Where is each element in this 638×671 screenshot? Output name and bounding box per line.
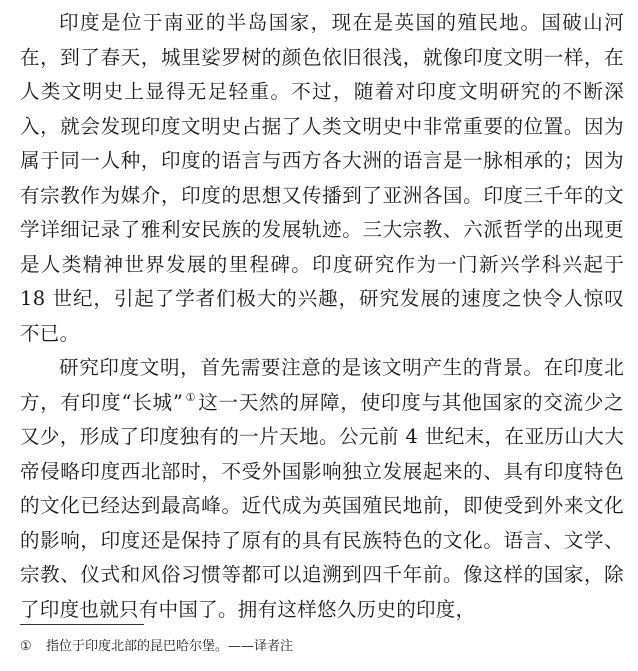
footnote-mark: ① bbox=[20, 639, 32, 654]
footnote-text: 指位于印度北部的昆巴哈尔堡。——译者注 bbox=[46, 639, 294, 654]
footnote bbox=[20, 638, 624, 656]
paragraph-2 bbox=[20, 351, 624, 627]
footnote-divider bbox=[20, 624, 144, 625]
footnote-reference[interactable]: ① bbox=[185, 391, 197, 404]
paragraph-1: 印度是位于南亚的半岛国家，现在是英国的殖民地。国破山河在，到了春天，城里娑罗树的颜色依旧很浅，就像印度文明一样，在人类文明史上显得无足轻重。不过，随着对印度文明研究的不断深入，就会发现印度文明史占据了人类文明史中非常重要的位置。因为属于同一人种，印度的语言与西方各大洲的语言是一脉相承的；因为有宗教作为媒介，印度的思想又传播到了亚洲各国。印度三千年的文学详细记录了雅利安民族的发展轨迹。三大宗教、六派哲学的出现更是人类精神世界发展的里程碑。印度研究作为一门新兴学科兴起于 18 世纪，引起了学者们极大的兴趣，研究发展的速度之快令人惊叹不已。 bbox=[20, 11, 624, 345]
paragraph-2-text-end: 这一天然的屏障，使印度与其他国家的交流少之又少，形成了印度独有的一片天地。公元前 4 世纪末，在亚历山大大帝侵略印度西北部时，不受外国影响独立发展起来的、具有印度特色的文化已经达到最高峰。近代成为英国殖民地前，即使受到外来文化的影响，印度还是保持了原有的具有民族特色的文化。语言、文学、宗教、仪式和风俗习惯等都可以追溯到四千年前。像这样的国家，除了印度也就只有中国了。拥有这样悠久历史的印度， bbox=[20, 390, 624, 621]
paragraph-2-text-start: 研究印度文明，首先需要注意的是该文明产生的背景。在印度北方，有印度“长城” bbox=[20, 356, 624, 414]
page-body bbox=[20, 6, 624, 627]
